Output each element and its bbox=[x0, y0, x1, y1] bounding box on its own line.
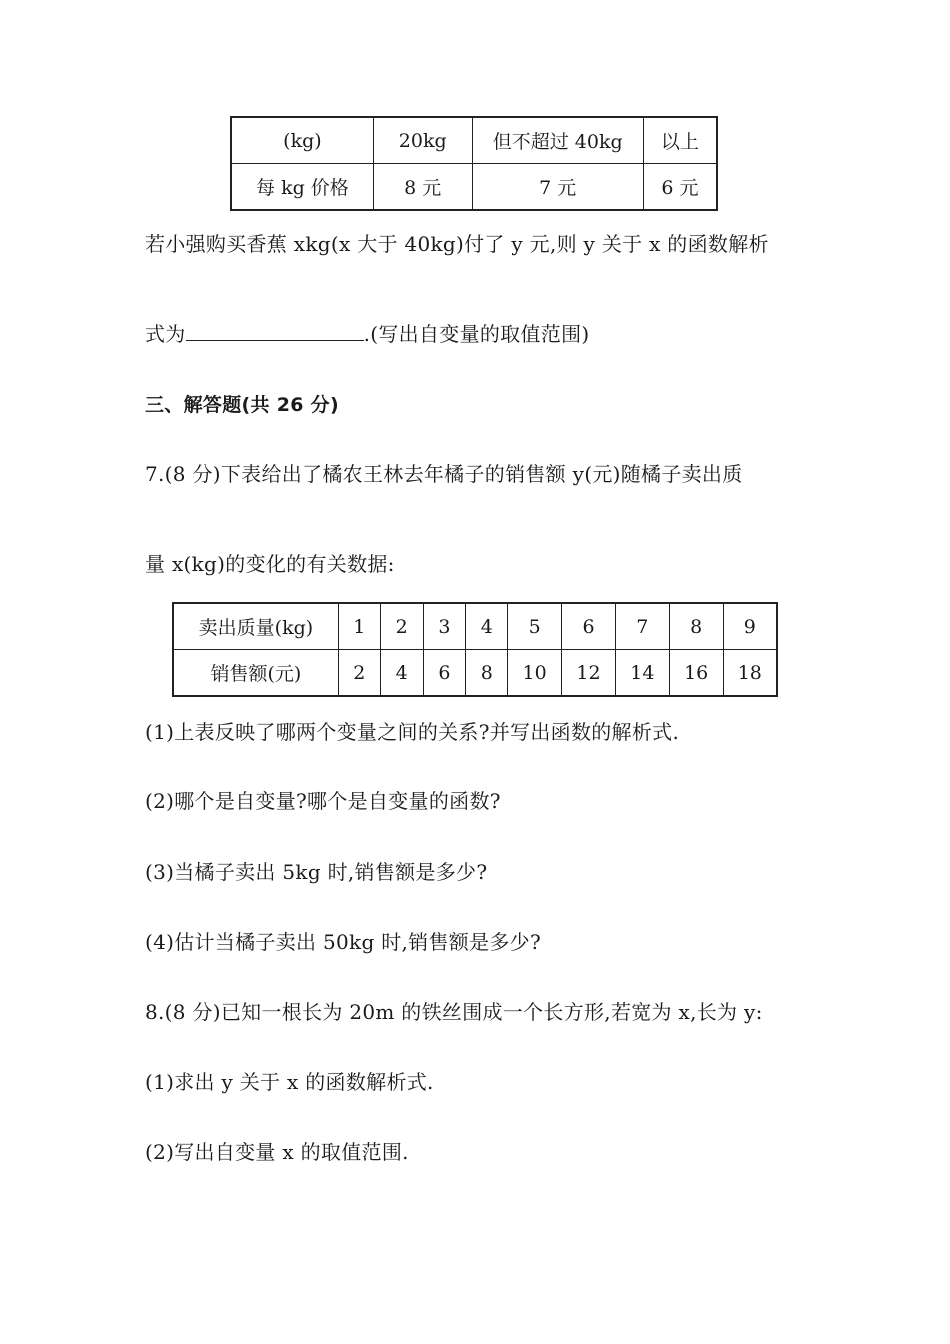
sales-table-cell: 1 bbox=[338, 603, 380, 650]
sales-table-cell: 8 bbox=[466, 650, 508, 697]
sales-table-cell: 5 bbox=[508, 603, 562, 650]
q8-sub1: (1)求出 y 关于 x 的函数解析式. bbox=[145, 1070, 434, 1094]
sales-table-cell: 8 bbox=[669, 603, 723, 650]
q7-sub3: (3)当橘子卖出 5kg 时,销售额是多少? bbox=[145, 860, 488, 884]
q6-suffix: .(写出自变量的取值范围) bbox=[363, 322, 590, 346]
sales-table-cell: 7 bbox=[615, 603, 669, 650]
q7-sub1: (1)上表反映了哪两个变量之间的关系?并写出函数的解析式. bbox=[145, 720, 680, 744]
price-table-cell: 6 元 bbox=[643, 164, 717, 211]
sales-table-cell: 2 bbox=[380, 603, 423, 650]
sales-table-cell: 4 bbox=[380, 650, 423, 697]
price-table-cell: 以上 bbox=[643, 117, 717, 164]
q8-text-line1: 8.(8 分)已知一根长为 20m 的铁丝围成一个长方形,若宽为 x,长为 y: bbox=[145, 1000, 763, 1024]
sales-table-cell: 10 bbox=[508, 650, 562, 697]
sales-table-cell: 4 bbox=[466, 603, 508, 650]
price-table-cell: 20kg bbox=[373, 117, 472, 164]
price-table-cell: 每 kg 价格 bbox=[231, 164, 373, 211]
sales-table bbox=[172, 602, 778, 697]
sales-table-cell: 3 bbox=[423, 603, 466, 650]
price-table-row bbox=[231, 117, 717, 164]
q7-sub4: (4)估计当橘子卖出 50kg 时,销售额是多少? bbox=[145, 930, 541, 954]
q8-sub2: (2)写出自变量 x 的取值范围. bbox=[145, 1140, 409, 1164]
price-table-cell: 8 元 bbox=[373, 164, 472, 211]
price-table-cell: 但不超过 40kg bbox=[472, 117, 643, 164]
sales-table-cell: 9 bbox=[723, 603, 777, 650]
q7-text-line1: 7.(8 分)下表给出了橘农王林去年橘子的销售额 y(元)随橘子卖出质 bbox=[145, 462, 743, 486]
sales-table-cell: 12 bbox=[562, 650, 616, 697]
sales-table-cell: 18 bbox=[723, 650, 777, 697]
sales-table-cell: 6 bbox=[423, 650, 466, 697]
price-table bbox=[230, 116, 718, 211]
sales-table-cell: 2 bbox=[338, 650, 380, 697]
sales-table-header: 卖出质量(kg) bbox=[173, 603, 338, 650]
price-table-row bbox=[231, 164, 717, 211]
q7-text-line2: 量 x(kg)的变化的有关数据: bbox=[145, 552, 395, 576]
section-title: 三、解答题(共 26 分) bbox=[145, 394, 339, 416]
q6-prefix: 式为 bbox=[145, 322, 186, 346]
sales-table-row bbox=[173, 650, 777, 697]
q6-text-line2 bbox=[145, 318, 589, 347]
sales-table-row bbox=[173, 603, 777, 650]
sales-table-cell: 16 bbox=[669, 650, 723, 697]
sales-table-cell: 14 bbox=[615, 650, 669, 697]
price-table-cell: (kg) bbox=[231, 117, 373, 164]
answer-blank[interactable] bbox=[186, 322, 364, 341]
sales-table-cell: 6 bbox=[562, 603, 616, 650]
q7-sub2: (2)哪个是自变量?哪个是自变量的函数? bbox=[145, 789, 501, 813]
price-table-cell: 7 元 bbox=[472, 164, 643, 211]
sales-table-header: 销售额(元) bbox=[173, 650, 338, 697]
q6-text-line1: 若小强购买香蕉 xkg(x 大于 40kg)付了 y 元,则 y 关于 x 的函数解析 bbox=[145, 232, 769, 256]
